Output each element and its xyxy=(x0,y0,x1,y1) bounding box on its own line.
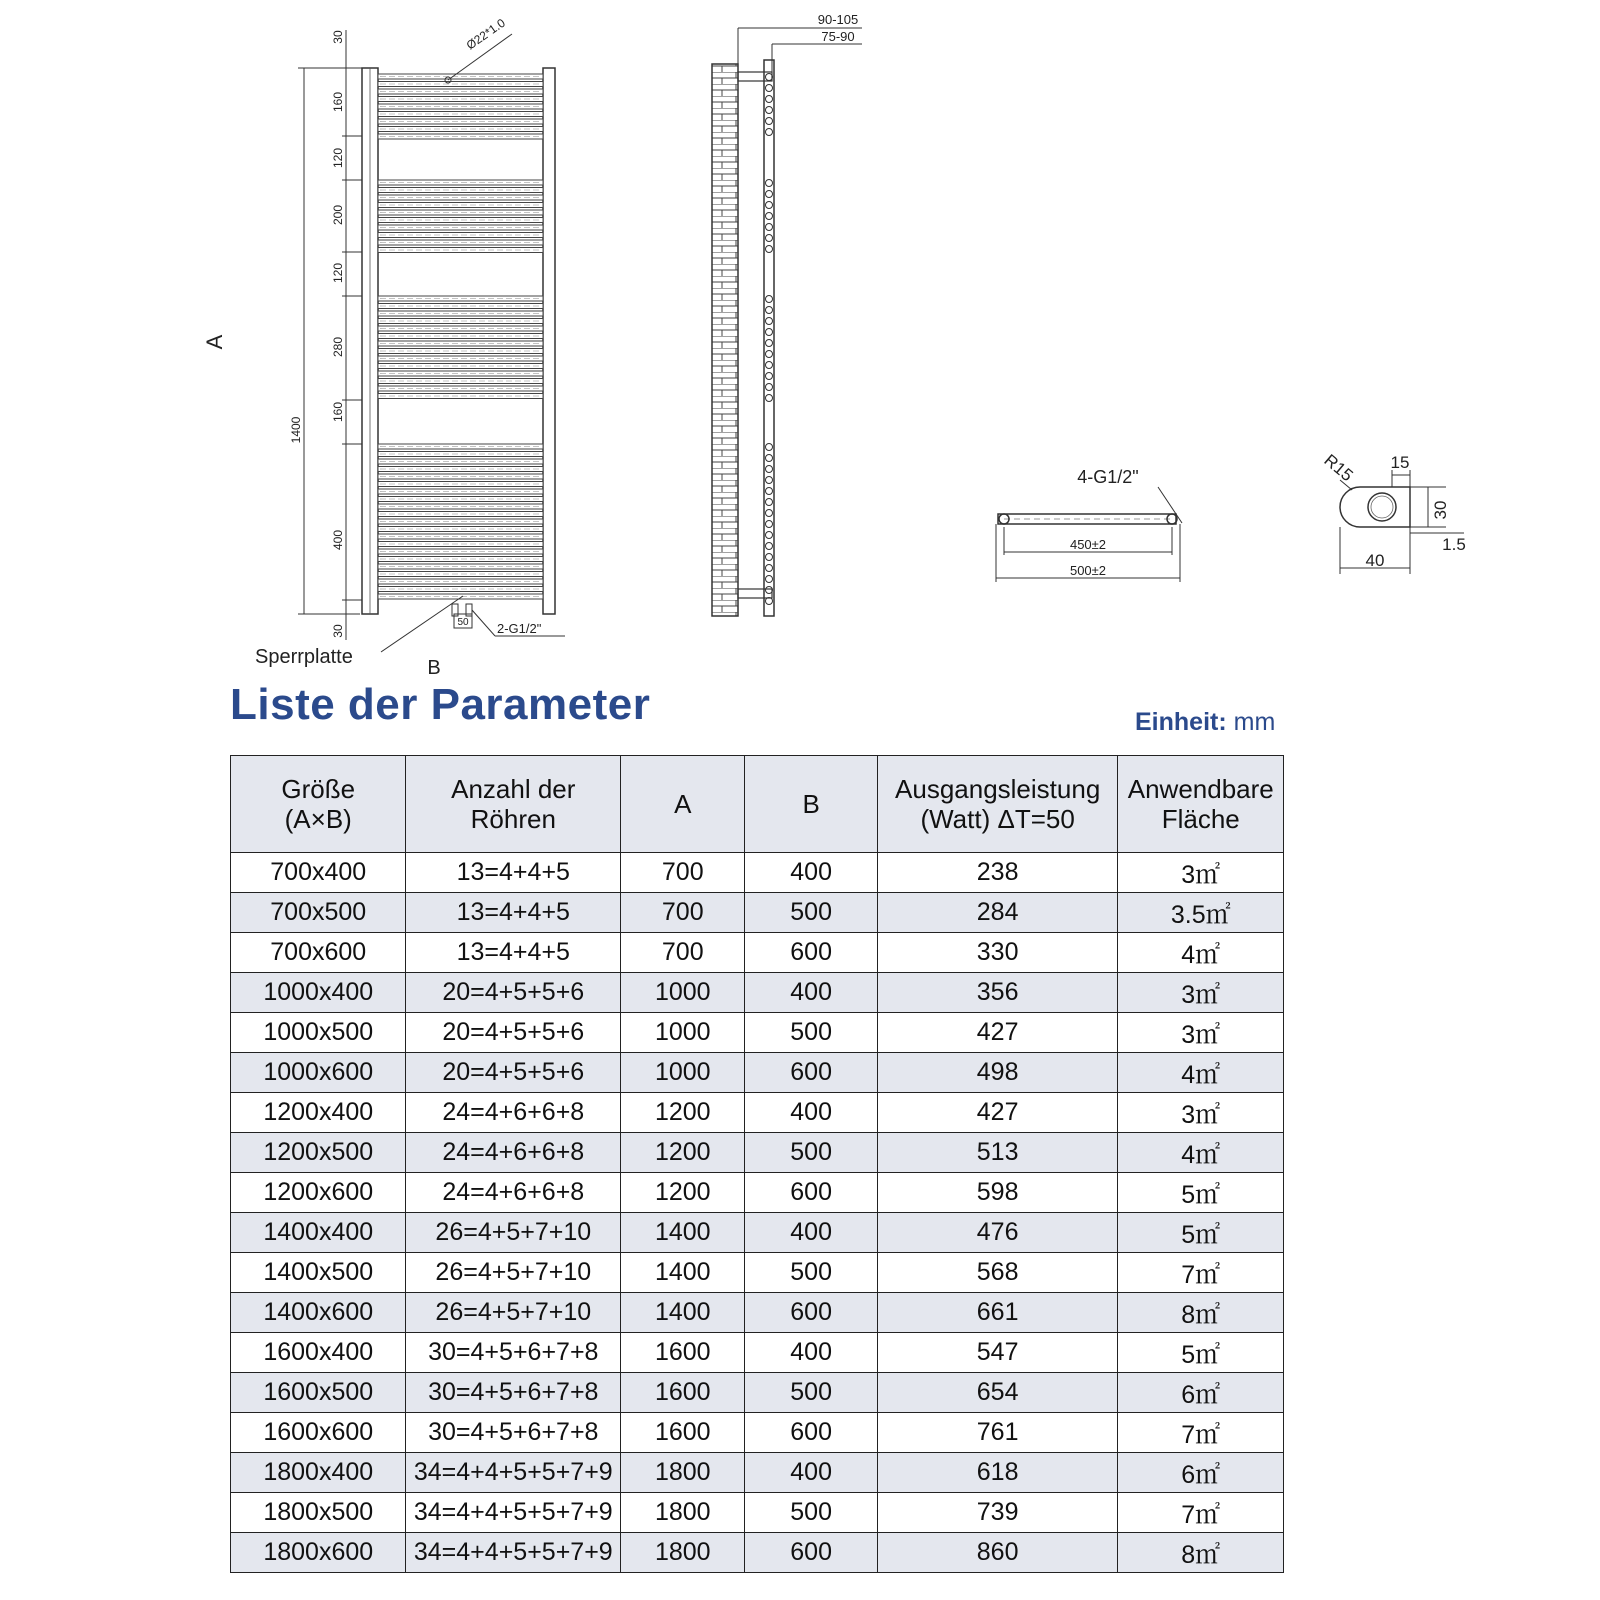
cell-output: 618 xyxy=(877,1453,1118,1493)
cell-area: 4㎡ xyxy=(1118,1053,1284,1093)
cell-size: 1200x400 xyxy=(231,1093,406,1133)
cell-output: 761 xyxy=(877,1413,1118,1453)
table-row xyxy=(231,973,1284,1013)
cell-b: 400 xyxy=(745,1333,877,1373)
parameter-list-title: Liste der Parameter xyxy=(230,680,651,729)
tube-section xyxy=(766,477,773,484)
cell-area: 3㎡ xyxy=(1118,853,1284,893)
cell-output: 356 xyxy=(877,973,1118,1013)
tube-section xyxy=(766,202,773,209)
total-height-label: 1400 xyxy=(289,416,303,444)
cell-tube-count: 20=4+5+5+6 xyxy=(406,1053,621,1093)
technical-drawing xyxy=(0,0,1600,690)
tube-section xyxy=(766,384,773,391)
cell-area: 8㎡ xyxy=(1118,1533,1284,1573)
cell-size: 1400x600 xyxy=(231,1293,406,1333)
tube-section xyxy=(766,488,773,495)
segment-dimension-label: 200 xyxy=(331,204,345,226)
cell-tube-count: 24=4+6+6+8 xyxy=(406,1133,621,1173)
table-row xyxy=(231,1493,1284,1533)
cell-a: 700 xyxy=(621,933,745,973)
front-view xyxy=(202,16,565,679)
table-row xyxy=(231,1053,1284,1093)
profile-section xyxy=(1320,450,1465,574)
cell-size: 1200x500 xyxy=(231,1133,406,1173)
cell-a: 1600 xyxy=(621,1333,745,1373)
cell-area: 5㎡ xyxy=(1118,1173,1284,1213)
header-line: Größe xyxy=(281,774,356,804)
cell-tube-count: 30=4+5+6+7+8 xyxy=(406,1333,621,1373)
tube-section xyxy=(766,466,773,473)
header-line: B xyxy=(802,789,820,819)
cell-size: 700x500 xyxy=(231,893,406,933)
profile-width-bottom-label: 40 xyxy=(1365,551,1385,570)
tube-section xyxy=(766,235,773,242)
side-view xyxy=(712,12,862,616)
cell-b: 400 xyxy=(745,1213,877,1253)
tube-section xyxy=(766,521,773,528)
table-row xyxy=(231,853,1284,893)
cell-size: 1200x600 xyxy=(231,1173,406,1213)
cell-tube-count: 30=4+5+6+7+8 xyxy=(406,1413,621,1453)
cell-a: 1200 xyxy=(621,1093,745,1133)
inner-width-label: 450±2 xyxy=(1069,537,1107,552)
right-rail xyxy=(543,68,555,614)
cell-output: 547 xyxy=(877,1333,1118,1373)
cell-size: 1600x500 xyxy=(231,1373,406,1413)
cell-area: 4㎡ xyxy=(1118,933,1284,973)
cell-output: 427 xyxy=(877,1093,1118,1133)
tube-section xyxy=(766,532,773,539)
tube-section xyxy=(766,307,773,314)
segment-dimension-label: 160 xyxy=(331,401,345,423)
table-row xyxy=(231,1173,1284,1213)
cell-b: 400 xyxy=(745,1453,877,1493)
cell-size: 700x400 xyxy=(231,853,406,893)
top-connection-label: 4-G1/2" xyxy=(1077,467,1139,487)
tube-section xyxy=(766,118,773,125)
cell-size: 1000x600 xyxy=(231,1053,406,1093)
profile-radius-label: R15 xyxy=(1320,450,1357,486)
cell-area: 3㎡ xyxy=(1118,1093,1284,1133)
cell-a: 1000 xyxy=(621,1013,745,1053)
cell-output: 238 xyxy=(877,853,1118,893)
header-line: (A×B) xyxy=(284,804,352,834)
tube-section xyxy=(766,180,773,187)
cell-a: 1400 xyxy=(621,1213,745,1253)
dim-outer-label: 90-105 xyxy=(817,12,859,27)
header-a xyxy=(621,756,745,853)
header-line: Anwendbare xyxy=(1127,774,1274,804)
tube-section xyxy=(766,565,773,572)
cell-size: 1800x600 xyxy=(231,1533,406,1573)
tube-section xyxy=(766,576,773,583)
tube-section xyxy=(766,340,773,347)
cell-area: 3㎡ xyxy=(1118,973,1284,1013)
segment-dimension-label: 120 xyxy=(331,147,345,169)
segment-dimension-label: 30 xyxy=(331,30,345,44)
table-row xyxy=(231,1413,1284,1453)
tube-section xyxy=(766,246,773,253)
header-line: Röhren xyxy=(470,804,556,834)
cell-size: 1400x400 xyxy=(231,1213,406,1253)
cell-b: 600 xyxy=(745,933,877,973)
cell-output: 598 xyxy=(877,1173,1118,1213)
table-body xyxy=(231,853,1284,1573)
header-line: Fläche xyxy=(1161,804,1240,834)
cell-b: 400 xyxy=(745,1093,877,1133)
segment-dimension-label: 400 xyxy=(331,529,345,551)
wall xyxy=(712,64,738,616)
cell-b: 500 xyxy=(745,1133,877,1173)
tube-diameter-label: Ø22*1.0 xyxy=(463,15,508,53)
header-line: Ausgangsleistung xyxy=(895,774,1101,804)
tube-section xyxy=(766,373,773,380)
table-row xyxy=(231,893,1284,933)
cell-size: 1400x500 xyxy=(231,1253,406,1293)
cell-a: 1400 xyxy=(621,1253,745,1293)
cell-size: 1800x500 xyxy=(231,1493,406,1533)
cell-size: 1000x400 xyxy=(231,973,406,1013)
table-row xyxy=(231,1373,1284,1413)
side-rail xyxy=(764,60,774,616)
top-view xyxy=(996,467,1182,582)
header-b xyxy=(745,756,877,853)
tube-section xyxy=(766,129,773,136)
tube-section xyxy=(766,329,773,336)
table-row xyxy=(231,933,1284,973)
tube-section xyxy=(766,543,773,550)
tube-section xyxy=(766,296,773,303)
outer-width-label: 500±2 xyxy=(1069,563,1107,578)
cell-output: 427 xyxy=(877,1013,1118,1053)
cell-b: 600 xyxy=(745,1173,877,1213)
tube-section xyxy=(766,444,773,451)
tube-section xyxy=(766,554,773,561)
table-row xyxy=(231,1293,1284,1333)
cell-tube-count: 13=4+4+5 xyxy=(406,933,621,973)
tube-section xyxy=(766,395,773,402)
tube-section xyxy=(766,362,773,369)
cell-output: 568 xyxy=(877,1253,1118,1293)
table-row xyxy=(231,1213,1284,1253)
cell-a: 1800 xyxy=(621,1453,745,1493)
profile-width-top-label: 15 xyxy=(1390,453,1410,472)
segment-dimension-label: 120 xyxy=(331,262,345,284)
tube-section xyxy=(766,510,773,517)
cell-output: 661 xyxy=(877,1293,1118,1333)
cell-b: 600 xyxy=(745,1293,877,1333)
cell-output: 860 xyxy=(877,1533,1118,1573)
table-row xyxy=(231,1253,1284,1293)
cell-area: 3㎡ xyxy=(1118,1013,1284,1053)
header-tube-count xyxy=(406,756,621,853)
cell-b: 500 xyxy=(745,893,877,933)
profile-height-label: 30 xyxy=(1431,500,1450,520)
cell-tube-count: 34=4+4+5+5+7+9 xyxy=(406,1533,621,1573)
cell-output: 654 xyxy=(877,1373,1118,1413)
cell-area: 6㎡ xyxy=(1118,1373,1284,1413)
connection-label: 2-G1/2" xyxy=(497,621,542,636)
cell-area: 5㎡ xyxy=(1118,1333,1284,1373)
cell-a: 1600 xyxy=(621,1373,745,1413)
segment-dimension-label: 160 xyxy=(331,91,345,113)
label-a: A xyxy=(202,334,227,350)
cell-area: 6㎡ xyxy=(1118,1453,1284,1493)
cell-a: 1800 xyxy=(621,1533,745,1573)
cell-b: 400 xyxy=(745,973,877,1013)
cell-a: 1200 xyxy=(621,1133,745,1173)
cell-a: 1200 xyxy=(621,1173,745,1213)
header-area xyxy=(1118,756,1284,853)
cell-tube-count: 26=4+5+7+10 xyxy=(406,1253,621,1293)
cell-tube-count: 26=4+5+7+10 xyxy=(406,1213,621,1253)
cell-b: 600 xyxy=(745,1413,877,1453)
connection-spacing-label: 50 xyxy=(457,617,469,628)
cell-output: 513 xyxy=(877,1133,1118,1173)
tube-section xyxy=(766,85,773,92)
cell-b: 500 xyxy=(745,1013,877,1053)
tube-section xyxy=(766,224,773,231)
table-row xyxy=(231,1093,1284,1133)
header-line: Anzahl der xyxy=(451,774,576,804)
cell-output: 739 xyxy=(877,1493,1118,1533)
tube-section xyxy=(766,107,773,114)
cell-a: 1600 xyxy=(621,1413,745,1453)
cell-tube-count: 24=4+6+6+8 xyxy=(406,1093,621,1133)
segment-dimension-label: 280 xyxy=(331,336,345,358)
cell-size: 1600x600 xyxy=(231,1413,406,1453)
cell-tube-count: 34=4+4+5+5+7+9 xyxy=(406,1453,621,1493)
tube-section xyxy=(766,213,773,220)
cell-size: 1800x400 xyxy=(231,1453,406,1493)
cell-output: 284 xyxy=(877,893,1118,933)
header-size xyxy=(231,756,406,853)
cell-a: 700 xyxy=(621,893,745,933)
cell-b: 400 xyxy=(745,853,877,893)
cell-tube-count: 34=4+4+5+5+7+9 xyxy=(406,1493,621,1533)
unit-note xyxy=(1135,708,1275,737)
cell-b: 500 xyxy=(745,1253,877,1293)
cell-tube-count: 26=4+5+7+10 xyxy=(406,1293,621,1333)
cell-area: 4㎡ xyxy=(1118,1133,1284,1173)
header-output xyxy=(877,756,1118,853)
tube-section xyxy=(766,455,773,462)
cell-tube-count: 13=4+4+5 xyxy=(406,893,621,933)
cell-b: 600 xyxy=(745,1533,877,1573)
cell-a: 1000 xyxy=(621,1053,745,1093)
cell-area: 8㎡ xyxy=(1118,1293,1284,1333)
cell-tube-count: 20=4+5+5+6 xyxy=(406,973,621,1013)
header-line: (Watt) ΔT=50 xyxy=(920,804,1075,834)
cell-output: 476 xyxy=(877,1213,1118,1253)
table-row xyxy=(231,1013,1284,1053)
cell-size: 700x600 xyxy=(231,933,406,973)
cell-size: 1000x500 xyxy=(231,1013,406,1053)
cell-tube-count: 30=4+5+6+7+8 xyxy=(406,1373,621,1413)
unit-value: mm xyxy=(1233,708,1276,736)
cell-a: 1000 xyxy=(621,973,745,1013)
table-row xyxy=(231,1333,1284,1373)
cell-a: 1800 xyxy=(621,1493,745,1533)
tube-section xyxy=(766,191,773,198)
table-header-row xyxy=(231,756,1284,853)
cell-b: 600 xyxy=(745,1053,877,1093)
cell-output: 498 xyxy=(877,1053,1118,1093)
table-row xyxy=(231,1533,1284,1573)
table-row xyxy=(231,1133,1284,1173)
cell-tube-count: 20=4+5+5+6 xyxy=(406,1013,621,1053)
tube-section xyxy=(766,499,773,506)
cell-b: 500 xyxy=(745,1493,877,1533)
header-line: A xyxy=(674,789,692,819)
label-b: B xyxy=(427,657,441,679)
cell-b: 500 xyxy=(745,1373,877,1413)
cell-area: 5㎡ xyxy=(1118,1213,1284,1253)
cell-a: 1400 xyxy=(621,1293,745,1333)
profile-thickness-label: 1.5 xyxy=(1442,535,1466,554)
cell-tube-count: 24=4+6+6+8 xyxy=(406,1173,621,1213)
cell-area: 7㎡ xyxy=(1118,1253,1284,1293)
cell-size: 1600x400 xyxy=(231,1333,406,1373)
cell-a: 700 xyxy=(621,853,745,893)
blocking-plate-label: Sperrplatte xyxy=(255,646,353,668)
tube-section xyxy=(766,318,773,325)
tube-section xyxy=(766,96,773,103)
unit-label: Einheit: xyxy=(1135,708,1227,736)
table-row xyxy=(231,1453,1284,1493)
cell-area: 3.5㎡ xyxy=(1118,893,1284,933)
cell-area: 7㎡ xyxy=(1118,1493,1284,1533)
cell-output: 330 xyxy=(877,933,1118,973)
cell-area: 7㎡ xyxy=(1118,1413,1284,1453)
dim-inner-label: 75-90 xyxy=(821,29,855,44)
tube-section xyxy=(766,351,773,358)
parameter-table xyxy=(230,755,1284,1573)
segment-dimension-label: 30 xyxy=(331,624,345,638)
cell-tube-count: 13=4+4+5 xyxy=(406,853,621,893)
